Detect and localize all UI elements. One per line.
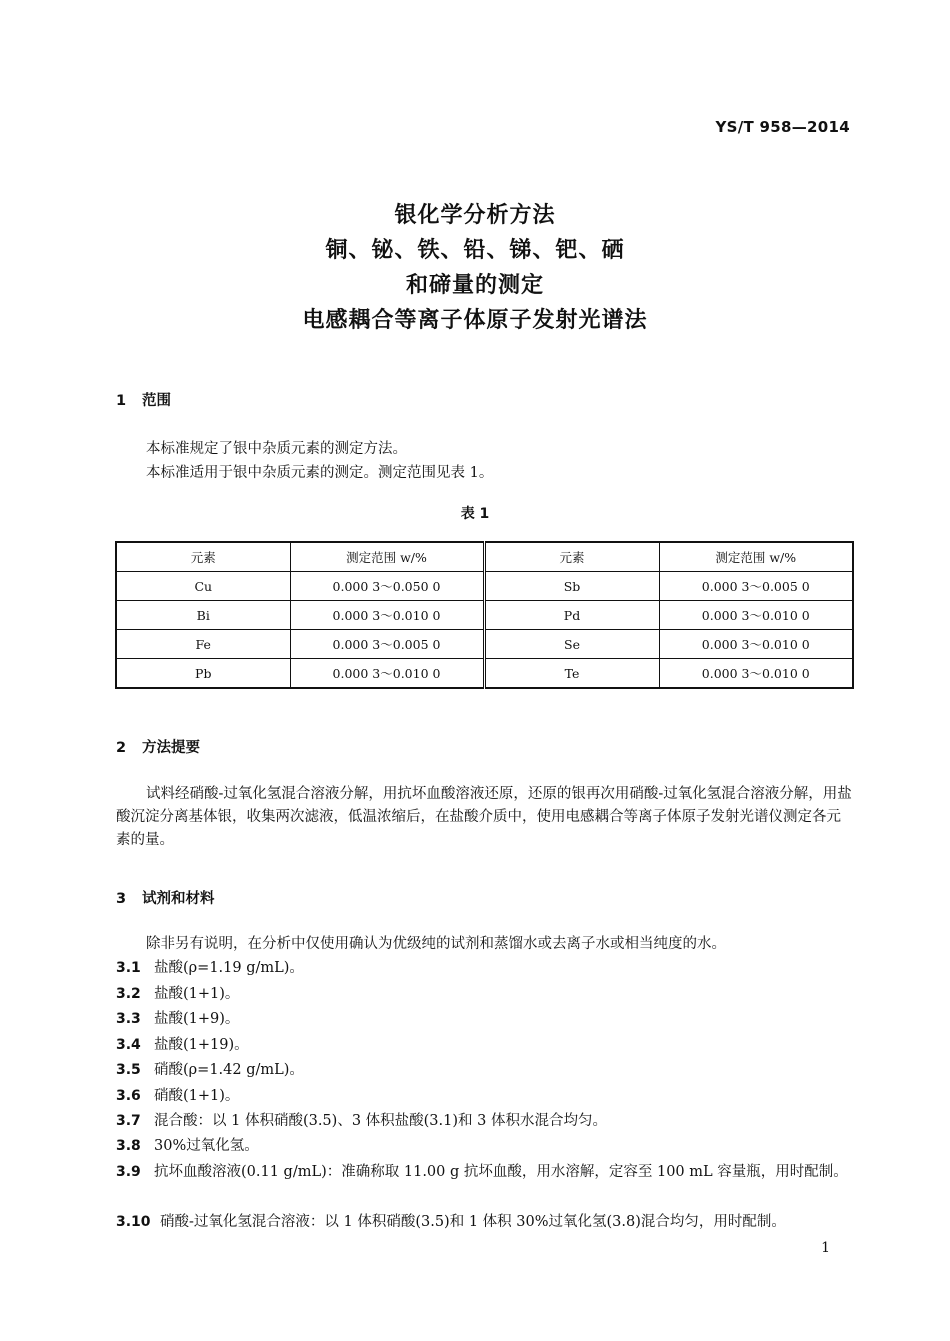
page-number: 1 (821, 1240, 830, 1256)
item-number: 3.8 (116, 1138, 141, 1154)
item-number: 3.7 (116, 1113, 141, 1129)
item-number: 3.1 (116, 960, 141, 976)
table-cell: 0.000 3～0.010 0 (659, 659, 853, 689)
item-number: 3.3 (116, 1011, 141, 1027)
table-row (116, 601, 853, 630)
section-number: 2 (116, 740, 127, 756)
item-text: 硝酸(1+1)。 (154, 1088, 240, 1104)
table-header-cell: 元素 (484, 542, 659, 572)
table-cell: Sb (484, 572, 659, 601)
table-cell: Pb (116, 659, 290, 689)
item-text: 抗坏血酸溶液(0.11 g/mL)：准确称取 11.00 g 抗坏血酸，用水溶解，定容至 100 mL 容量瓶，用时配制。 (154, 1164, 848, 1180)
table-header-cell: 测定范围 w/% (659, 542, 853, 572)
scope-line: 本标准适用于银中杂质元素的测定。测定范围见表 1。 (146, 465, 494, 481)
item-number: 3.4 (116, 1037, 141, 1053)
section-title: 方法提要 (142, 740, 200, 756)
table-cell: 0.000 3～0.010 0 (290, 659, 484, 689)
reagent-item (116, 1210, 852, 1235)
section-heading-reagents (116, 887, 215, 908)
item-text: 盐酸(1+9)。 (154, 1011, 240, 1027)
table-row (116, 572, 853, 601)
table-header-row (116, 542, 853, 572)
reagent-item (116, 956, 852, 981)
section-title: 范围 (142, 393, 171, 409)
reagents-intro: 除非另有说明，在分析中仅使用确认为优级纯的试剂和蒸馏水或去离子水或相当纯度的水。 (146, 936, 726, 952)
title-line: 电感耦合等离子体原子发射光谱法 (302, 308, 648, 333)
table-caption: 表 1 (460, 506, 490, 522)
item-number: 3.5 (116, 1062, 141, 1078)
item-text: 盐酸(ρ=1.19 g/mL)。 (154, 960, 304, 976)
section-title: 试剂和材料 (142, 891, 215, 907)
reagent-item (116, 1084, 852, 1109)
reagent-item (116, 1160, 852, 1185)
table-header-cell: 元素 (116, 542, 290, 572)
item-text: 混合酸：以 1 体积硝酸(3.5)、3 体积盐酸(3.1)和 3 体积水混合均匀。 (154, 1113, 607, 1129)
table-cell: Se (484, 630, 659, 659)
section-heading-scope (116, 389, 171, 410)
measurement-range-table (115, 541, 854, 689)
item-text: 硝酸(ρ=1.42 g/mL)。 (154, 1062, 304, 1078)
reagent-item (116, 982, 852, 1007)
table-row (116, 659, 853, 689)
title-line: 和碲量的测定 (405, 273, 544, 298)
item-text: 30%过氧化氢。 (154, 1138, 259, 1154)
table-cell: Fe (116, 630, 290, 659)
item-number: 3.9 (116, 1164, 141, 1180)
item-number: 3.2 (116, 986, 141, 1002)
table-cell: Bi (116, 601, 290, 630)
reagent-item (116, 1134, 852, 1159)
table-cell: Te (484, 659, 659, 689)
scope-line: 本标准规定了银中杂质元素的测定方法。 (146, 441, 407, 457)
title-line: 铜、铋、铁、铅、锑、钯、硒 (325, 238, 625, 263)
table-cell: 0.000 3～0.010 0 (659, 630, 853, 659)
item-text: 盐酸(1+1)。 (154, 986, 240, 1002)
item-text: 盐酸(1+19)。 (154, 1037, 249, 1053)
table-cell: Cu (116, 572, 290, 601)
table-header-cell: 测定范围 w/% (290, 542, 484, 572)
item-number: 3.6 (116, 1088, 141, 1104)
table-cell: 0.000 3～0.010 0 (659, 601, 853, 630)
reagent-item (116, 1007, 852, 1032)
table-row (116, 630, 853, 659)
table-cell: 0.000 3～0.050 0 (290, 572, 484, 601)
table-cell: 0.000 3～0.005 0 (659, 572, 853, 601)
title-line: 银化学分析方法 (394, 203, 556, 228)
reagent-item (116, 1033, 852, 1058)
method-summary-paragraph: 试料经硝酸-过氧化氢混合溶液分解，用抗坏血酸溶液还原，还原的银再次用硝酸-过氧化氢混合溶液分解，用盐酸沉淀分离基体银，收集两次滤液，低温浓缩后，在盐酸介质中，使用电感耦合等离子体原子发射光谱仪测定各元素的量。 (116, 786, 852, 848)
section-number: 1 (116, 393, 127, 409)
document-title (0, 198, 950, 338)
table-cell: Pd (484, 601, 659, 630)
table-cell: 0.000 3～0.005 0 (290, 630, 484, 659)
reagent-item (116, 1058, 852, 1083)
table-cell: 0.000 3～0.010 0 (290, 601, 484, 630)
section-number: 3 (116, 891, 127, 907)
item-number: 3.10 (116, 1214, 151, 1230)
reagent-item (116, 1109, 852, 1134)
standard-code: YS/T 958—2014 (715, 118, 850, 136)
item-text: 硝酸-过氧化氢混合溶液：以 1 体积硝酸(3.5)和 1 体积 30%过氧化氢(3.8)混合均匀，用时配制。 (160, 1214, 786, 1230)
section-heading-method (116, 736, 200, 757)
